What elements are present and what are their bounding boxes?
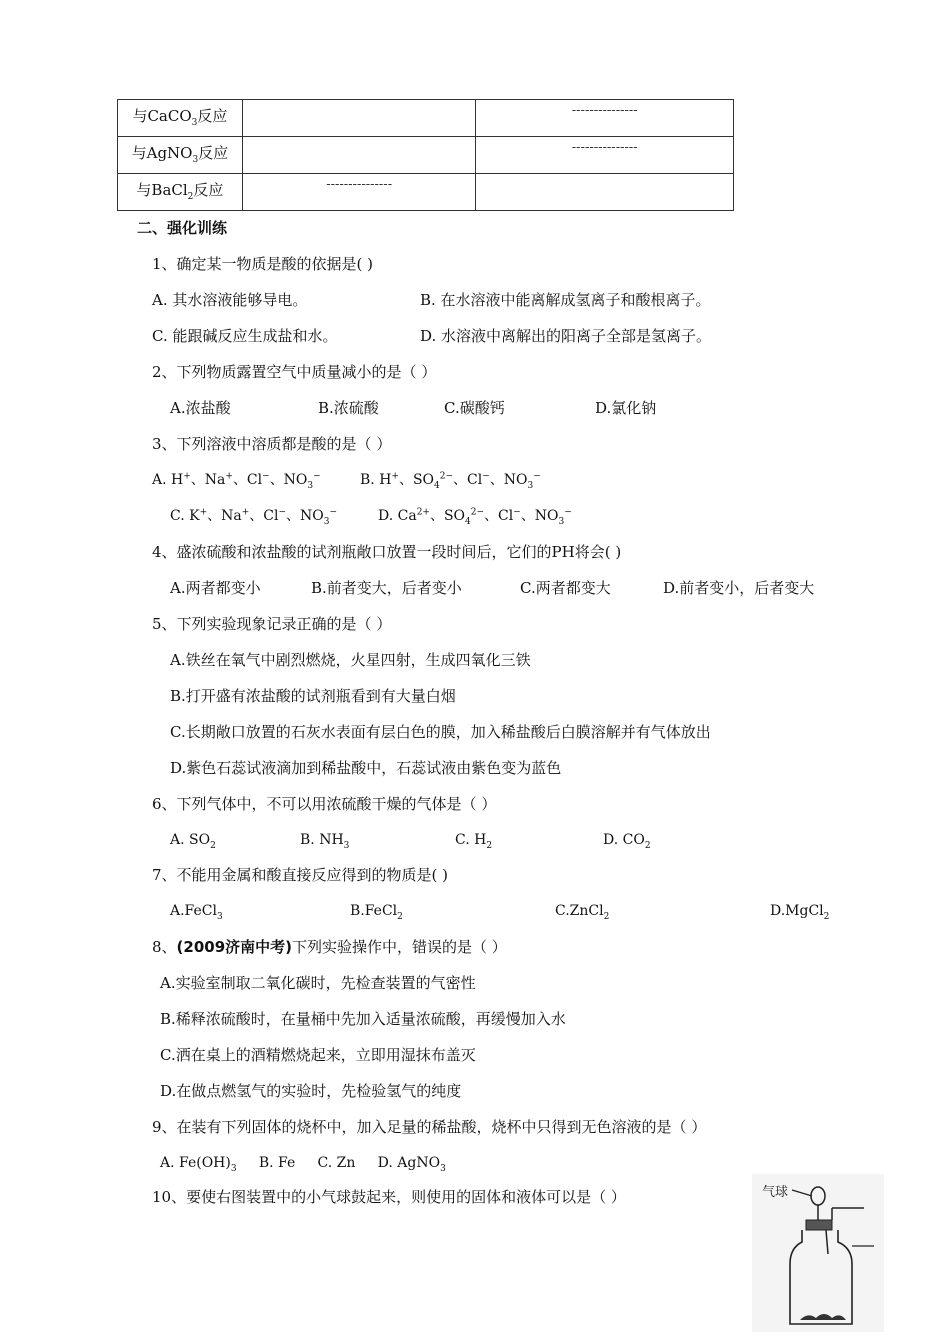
question-4: 4、盛浓硫酸和浓盐酸的试剂瓶敞口放置一段时间后，它们的PH将会( ): [152, 543, 622, 561]
q7-option-d: D.MgCl$_2$: [770, 903, 830, 922]
table-cell: ---------------: [242, 174, 476, 211]
q6-option-c: C. $H_2$: [455, 832, 493, 851]
q7-option-a: A.FeCl$_3$: [170, 903, 223, 922]
apparatus-figure: [752, 1174, 884, 1332]
q6-option-b: B. $NH_3$: [300, 832, 350, 851]
table-cell: [242, 100, 476, 137]
q2-option-b: B.浓硫酸: [318, 399, 379, 417]
q3-option-c: C. K+、Na+、Cl−、$NO_3^-$: [170, 507, 338, 527]
row-label: 与CaCO$_3$反应: [118, 100, 243, 137]
table-cell: ---------------: [476, 137, 734, 174]
balloon-label: 气球: [762, 1185, 789, 1200]
q1-option-c: C. 能跟碱反应生成盐和水。: [152, 327, 338, 345]
q1-option-a: A. 其水溶液能够导电。: [152, 291, 308, 309]
q4-option-d: D.前者变小，后者变大: [663, 579, 815, 597]
table-cell: [242, 137, 476, 174]
flask-balloon-illustration: [752, 1174, 884, 1332]
q7-option-b: B.FeCl$_2$: [350, 903, 403, 922]
q5-option-a: A.铁丝在氧气中剧烈燃烧，火星四射，生成四氧化三铁: [170, 651, 531, 669]
question-6: 6、下列气体中，不可以用浓硫酸干燥的气体是（ ）: [152, 795, 497, 813]
table-cell: [476, 174, 734, 211]
q5-option-b: B.打开盛有浓盐酸的试剂瓶看到有大量白烟: [170, 687, 456, 705]
q6-option-d: D. $CO_2$: [603, 832, 651, 851]
question-1: 1、确定某一物质是酸的依据是( ): [152, 255, 374, 273]
q5-option-c: C.长期敞口放置的石灰水表面有层白色的膜，加入稀盐酸后白膜溶解并有气体放出: [170, 723, 711, 741]
question-8: 8、(2009济南中考)下列实验操作中，错误的是（ ）: [152, 938, 507, 956]
question-5: 5、下列实验现象记录正确的是（ ）: [152, 615, 392, 633]
q6-option-a: A. $SO_2$: [170, 832, 216, 851]
row-label: 与AgNO$_3$反应: [118, 137, 243, 174]
q3-option-a: A. H+、Na+、Cl−、$NO_3^-$: [152, 471, 321, 491]
q1-option-d: D. 水溶液中离解出的阳离子全部是氢离子。: [420, 327, 712, 345]
section-title: 二、强化训练: [137, 219, 228, 237]
table-cell: ---------------: [476, 100, 734, 137]
table-row: [118, 137, 734, 174]
question-7: 7、不能用金属和酸直接反应得到的物质是( ): [152, 866, 449, 884]
q3-option-b: B. H+、$SO_4^{2-}$、Cl−、$NO_3^-$: [360, 471, 541, 491]
q2-option-a: A.浓盐酸: [170, 399, 231, 417]
q9-options: A. $Fe(OH)_3$ B. Fe C. Zn D. AgNO$_3$: [160, 1155, 446, 1174]
reaction-table: [117, 99, 734, 211]
table-row: [118, 100, 734, 137]
q1-option-b: B. 在水溶液中能离解成氢离子和酸根离子。: [420, 291, 711, 309]
question-2: 2、下列物质露置空气中质量减小的是（ ）: [152, 363, 437, 381]
q2-option-d: D.氯化钠: [595, 399, 657, 417]
q4-option-a: A.两者都变小: [170, 579, 261, 597]
q7-option-c: C.ZnCl$_2$: [555, 903, 610, 922]
table-row: [118, 174, 734, 211]
q2-option-c: C.碳酸钙: [444, 399, 505, 417]
q8-option-b: B.稀释浓硫酸时，在量桶中先加入适量浓硫酸，再缓慢加入水: [160, 1010, 566, 1028]
q8-option-a: A.实验室制取二氧化碳时，先检查装置的气密性: [160, 974, 476, 992]
row-label: 与BaCl$_2$反应: [118, 174, 243, 211]
q5-option-d: D.紫色石蕊试液滴加到稀盐酸中，石蕊试液由紫色变为蓝色: [170, 759, 562, 777]
question-9: 9、在装有下列固体的烧杯中，加入足量的稀盐酸，烧杯中只得到无色溶液的是（ ）: [152, 1118, 707, 1136]
q8-option-c: C.洒在桌上的酒精燃烧起来，立即用湿抹布盖灭: [160, 1046, 476, 1064]
q4-option-c: C.两者都变大: [520, 579, 611, 597]
q8-option-d: D.在做点燃氢气的实验时，先检验氢气的纯度: [160, 1082, 462, 1100]
q3-option-d: D. $Ca^{2+}$、$SO_4^{2-}$、Cl−、$NO_3^-$: [378, 507, 572, 527]
question-10: 10、要使右图装置中的小气球鼓起来，则使用的固体和液体可以是（ ）: [152, 1188, 626, 1206]
question-3: 3、下列溶液中溶质都是酸的是（ ）: [152, 435, 392, 453]
q4-option-b: B.前者变大，后者变小: [311, 579, 462, 597]
